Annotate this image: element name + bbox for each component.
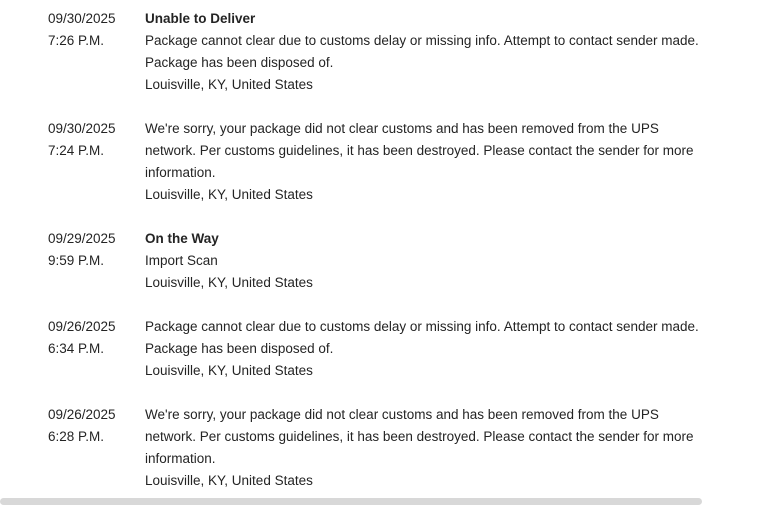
tracking-event-location: Louisville, KY, United States [145, 473, 313, 488]
tracking-event-time: 9:59 P.M. [48, 253, 105, 268]
tracking-event-datetime [0, 316, 145, 360]
tracking-event-date: 09/30/2025 [48, 121, 116, 136]
tracking-event-row [0, 404, 760, 492]
tracking-event-row [0, 118, 760, 206]
tracking-event-row [0, 228, 760, 294]
tracking-event-time: 6:34 P.M. [48, 341, 105, 356]
tracking-event-date: 09/29/2025 [48, 231, 116, 246]
tracking-event-detail [145, 8, 760, 96]
tracking-event-description: We're sorry, your package did not clear customs and has been removed from the UPS network. Per customs guidelines, it has been destroyed. Please contact the sender for more information. [145, 121, 694, 180]
tracking-event-location: Louisville, KY, United States [145, 187, 313, 202]
tracking-event-description: We're sorry, your package did not clear customs and has been removed from the UPS network. Per customs guidelines, it has been destroyed. Please contact the sender for more information. [145, 407, 694, 466]
tracking-event-detail [145, 118, 760, 206]
tracking-event-status: Unable to Deliver [145, 11, 256, 26]
tracking-event-row [0, 0, 760, 96]
tracking-event-description: Import Scan [145, 253, 218, 268]
tracking-event-datetime [0, 228, 145, 272]
tracking-event-datetime [0, 404, 145, 448]
tracking-event-datetime [0, 118, 145, 162]
tracking-event-description: Package cannot clear due to customs delay or missing info. Attempt to contact sender made. Package has been disposed of. [145, 33, 699, 70]
tracking-event-status: On the Way [145, 231, 219, 246]
tracking-event-detail [145, 228, 760, 294]
tracking-event-date: 09/26/2025 [48, 407, 116, 422]
horizontal-scrollbar[interactable] [0, 495, 760, 507]
tracking-event-row [0, 316, 760, 382]
tracking-event-detail [145, 404, 760, 492]
scrollbar-track[interactable] [0, 498, 702, 505]
tracking-event-location: Louisville, KY, United States [145, 275, 313, 290]
tracking-event-date: 09/26/2025 [48, 319, 116, 334]
tracking-event-time: 6:28 P.M. [48, 429, 105, 444]
tracking-event-location: Louisville, KY, United States [145, 363, 313, 378]
tracking-event-datetime [0, 8, 145, 52]
tracking-event-date: 09/30/2025 [48, 11, 116, 26]
tracking-event-detail [145, 316, 760, 382]
tracking-event-time: 7:26 P.M. [48, 33, 105, 48]
tracking-event-time: 7:24 P.M. [48, 143, 105, 158]
tracking-event-location: Louisville, KY, United States [145, 77, 313, 92]
tracking-event-description: Package cannot clear due to customs delay or missing info. Attempt to contact sender made. Package has been disposed of. [145, 319, 699, 356]
